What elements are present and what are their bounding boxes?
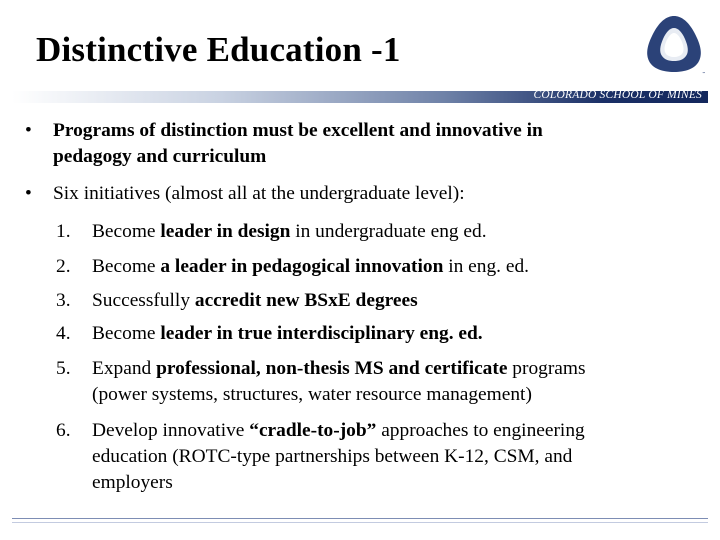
list-number: 6. — [56, 420, 71, 441]
list-number: 2. — [56, 256, 71, 277]
banner-text: COLORADO SCHOOL OF MINES — [533, 89, 702, 101]
school-logo-icon — [641, 12, 707, 78]
bullet-text: Six initiatives (almost all at the undergraduate level): — [53, 183, 465, 204]
slide-title: Distinctive Education -1 — [36, 30, 401, 69]
list-item: Develop innovative “cradle-to-job” approaches to engineering education (ROTC-type partnerships between K-12, CSM, and employers — [92, 420, 585, 493]
list-item: Expand professional, non-thesis MS and certificate programs (power systems, structures, water resource management) — [92, 358, 586, 405]
list-number: 5. — [56, 358, 71, 379]
bullet-marker: • — [25, 120, 32, 141]
list-item: Become a leader in pedagogical innovation in eng. ed. — [92, 256, 530, 277]
bullet-line: pedagogy and curriculum — [53, 146, 267, 167]
list-item: Become leader in design in undergraduate eng ed. — [92, 221, 487, 242]
bullet-line: Programs of distinction must be excellent and innovative in — [53, 120, 543, 141]
list-number: 3. — [56, 290, 71, 311]
svg-text:™: ™ — [702, 71, 706, 76]
footer-rule — [12, 518, 708, 523]
bullet-text — [53, 118, 708, 170]
list-item: Become leader in true interdisciplinary eng. ed. — [92, 323, 483, 344]
list-item: Successfully accredit new BSxE degrees — [92, 290, 418, 311]
list-number: 1. — [56, 221, 71, 242]
bullet-marker: • — [25, 183, 32, 204]
school-banner — [12, 91, 708, 103]
list-number: 4. — [56, 323, 71, 344]
